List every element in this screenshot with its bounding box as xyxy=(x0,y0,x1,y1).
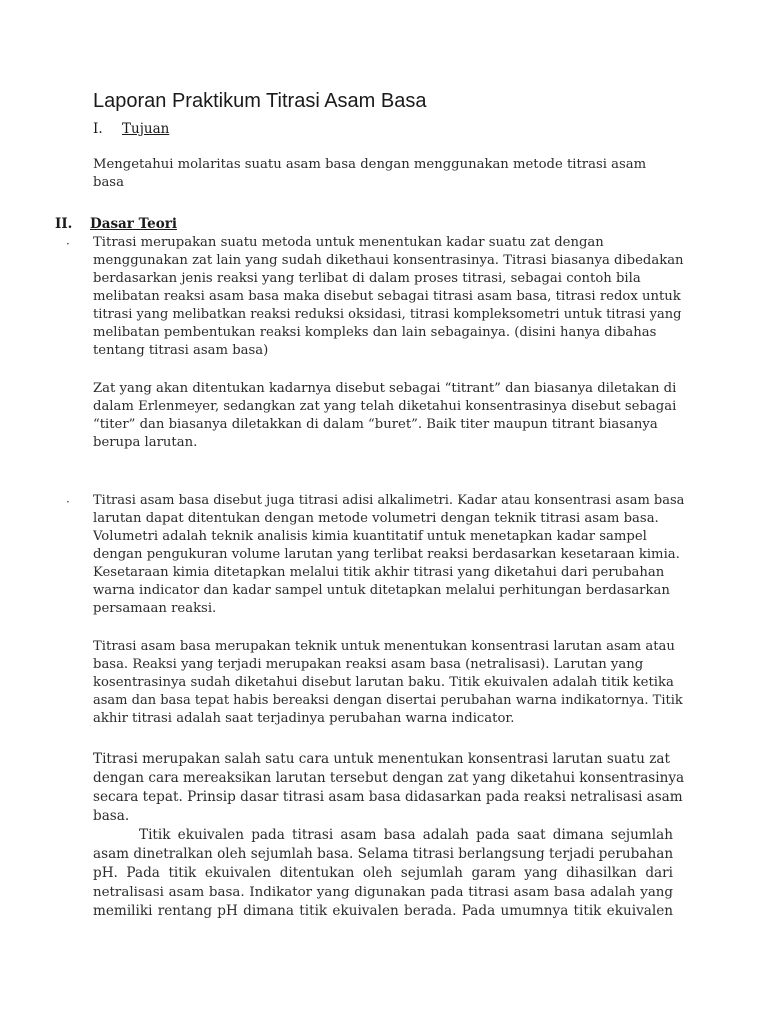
text-line: dalam Erlenmeyer, sedangkan zat yang telah diketahui konsentrasinya disebut sebagai xyxy=(93,399,677,414)
text-line: menggunakan zat lain yang sudah dikethaui konsentrasinya. Titrasi biasanya dibedakan xyxy=(93,253,684,268)
text-line: kosentrasinya sudah diketahui disebut larutan baku. Titik ekuivalen adalah titik ketika xyxy=(93,675,674,690)
section-number: I. xyxy=(93,121,103,137)
text-line: basa. Reaksi yang terjadi merupakan reaksi asam basa (netralisasi). Larutan yang xyxy=(93,657,644,672)
text-line: berupa larutan. xyxy=(93,435,198,450)
text-line: Titrasi asam basa merupakan teknik untuk menentukan konsentrasi larutan asam atau xyxy=(93,639,675,654)
text-line: asam dan basa tepat habis bereaksi dengan disertai perubahan warna indikatornya. Titik xyxy=(93,693,683,708)
text-line: Mengetahui molaritas suatu asam basa dengan menggunakan metode titrasi asam xyxy=(93,157,647,172)
text-line: secara tepat. Prinsip dasar titrasi asam basa didasarkan pada reaksi netralisasi asam xyxy=(93,789,683,805)
text-line: Zat yang akan ditentukan kadarnya disebut sebagai “titrant” dan biasanya diletakan di xyxy=(93,381,677,396)
text-line: larutan dapat ditentukan dengan metode volumetri dengan teknik titrasi asam basa. xyxy=(93,511,659,526)
text-line xyxy=(93,826,673,845)
text-line: melibatan reaksi asam basa maka disebut sebagai titrasi asam basa, titrasi redox untuk xyxy=(93,289,681,304)
section-title: Dasar Teori xyxy=(90,216,177,232)
text-line: melibatan pembentukan reaksi kompleks dan lain sebagainya. (disini hanya dibahas xyxy=(93,325,657,340)
text-line: Kesetaraan kimia ditetapkan melalui titik akhir titrasi yang diketahui dari perubahan xyxy=(93,565,665,580)
text-line: netralisasi asam basa. Indikator yang digunakan pada titrasi asam basa adalah yang xyxy=(93,885,673,900)
text-line: dengan cara mereaksikan larutan tersebut dengan zat yang diketahui konsentrasinya xyxy=(93,770,685,786)
document-title: Laporan Praktikum Titrasi Asam Basa xyxy=(93,90,427,112)
text-line: tentang titrasi asam basa) xyxy=(93,343,269,358)
text-line-content: Titik ekuivalen pada titrasi asam basa adalah pada saat dimana sejumlah xyxy=(139,827,673,843)
text-line: basa. xyxy=(93,808,130,824)
text-line: Titrasi asam basa disebut juga titrasi adisi alkalimetri. Kadar atau konsentrasi asam basa xyxy=(93,493,685,508)
bullet2-paragraph4 xyxy=(93,826,673,921)
text-line: Volumetri adalah teknik analisis kimia kuantitatif untuk menetapkan kadar sampel xyxy=(93,529,647,544)
bullet-marker: · xyxy=(66,237,70,251)
text-line: warna indicator dan kadar sampel untuk ditetapkan melalui perhitungan berdasarkan xyxy=(93,583,670,598)
text-line: Titrasi merupakan suatu metoda untuk menentukan kadar suatu zat dengan xyxy=(93,235,604,250)
section-title: Tujuan xyxy=(122,121,170,137)
text-line: titrasi yang melibatkan reaksi reduksi oksidasi, titrasi kompleksometri untuk titrasi yang xyxy=(93,307,682,322)
section-heading-dasar-teori xyxy=(55,216,177,232)
text-line: “titer” dan biasanya diletakkan di dalam “buret”. Baik titer maupun titrant biasanya xyxy=(93,417,658,432)
bullet-marker: · xyxy=(66,495,70,509)
text-line: persamaan reaksi. xyxy=(93,601,217,616)
section-number: II. xyxy=(55,216,73,232)
text-line: asam dinetralkan oleh sejumlah basa. Selama titrasi berlangsung terjadi perubahan xyxy=(93,846,674,862)
tujuan-paragraph xyxy=(93,156,683,192)
section-heading-tujuan xyxy=(93,121,169,137)
text-line: memiliki rentang pH dimana titik ekuivalen berada. Pada umumnya titik ekuivalen xyxy=(93,903,673,919)
text-line: basa xyxy=(93,175,124,190)
bullet2-paragraph3 xyxy=(93,750,683,826)
bullet1-paragraph1 xyxy=(93,234,683,360)
bullet2-paragraph1 xyxy=(93,492,683,618)
bullet2-paragraph2 xyxy=(93,638,683,728)
text-line: akhir titrasi adalah saat terjadinya perubahan warna indicator. xyxy=(93,711,515,726)
bullet1-paragraph2 xyxy=(93,380,683,452)
text-line: Titrasi merupakan salah satu cara untuk menentukan konsentrasi larutan suatu zat xyxy=(93,751,670,767)
text-line: pH. Pada titik ekuivalen ditentukan oleh sejumlah garam yang dihasilkan dari xyxy=(93,865,673,881)
text-line: berdasarkan jenis reaksi yang terlibat di dalam proses titrasi, sebagai contoh bila xyxy=(93,271,641,286)
text-line: dengan pengukuran volume larutan yang terlibat reaksi berdasarkan kesetaraan kimia. xyxy=(93,547,680,562)
